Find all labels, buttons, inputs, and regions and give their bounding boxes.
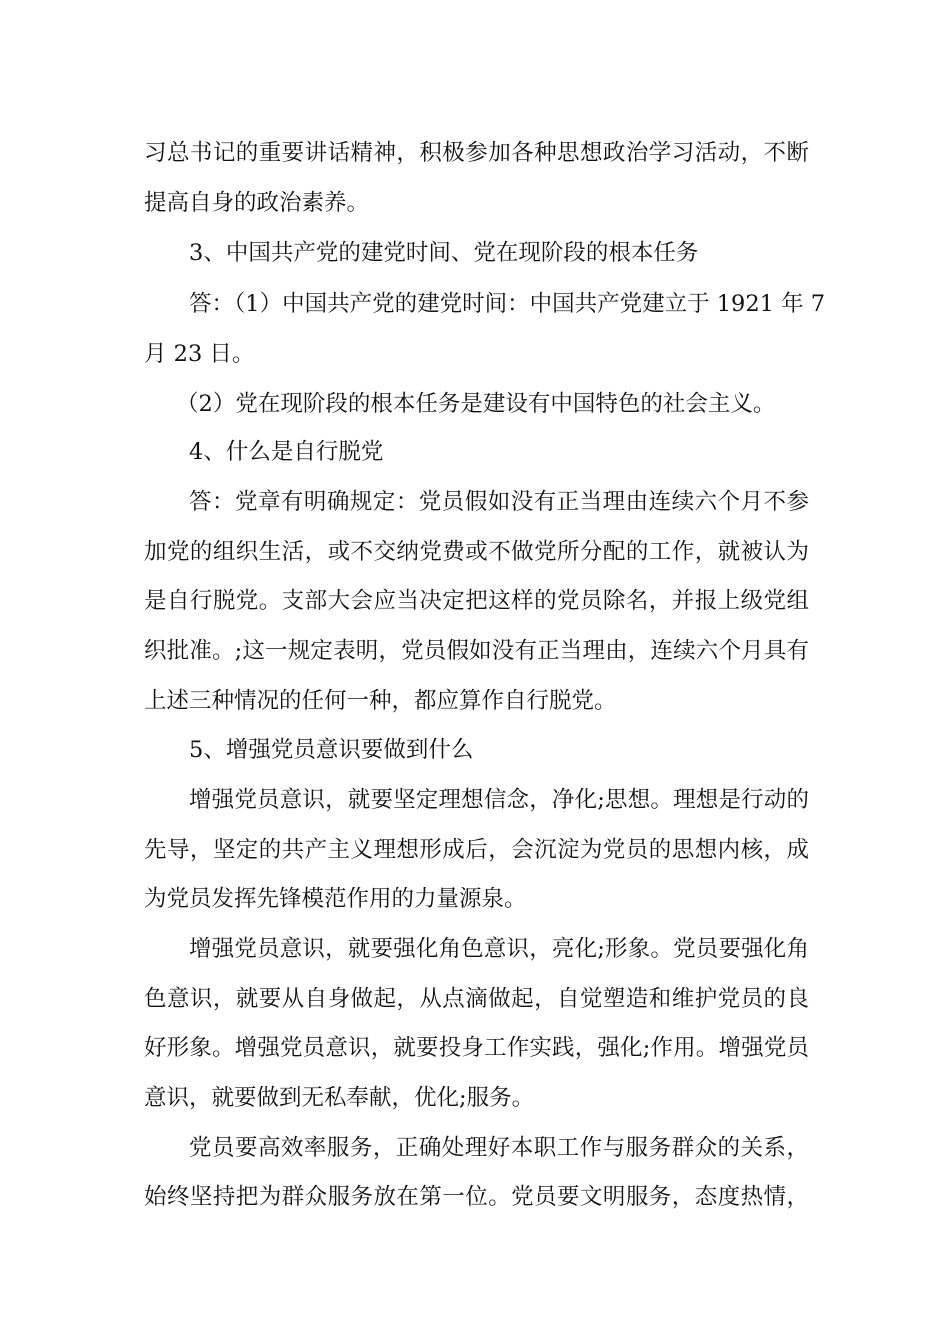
text-line: 增强党员意识，就要坚定理想信念，净化;思想。理想是行动的	[189, 787, 809, 813]
text-line: 色意识，就要从自身做起，从点滴做起，自觉塑造和维护党员的良	[144, 986, 809, 1012]
text-line: 习总书记的重要讲话精神，积极参加各种思想政治学习活动，不断	[144, 140, 809, 166]
text-line: 上述三种情况的任何一种，都应算作自行脱党。	[144, 688, 617, 714]
text-line: 党员要高效率服务，正确处理好本职工作与服务群众的关系，	[189, 1135, 809, 1161]
text-line: 是自行脱党。支部大会应当决定把这样的党员除名，并报上级党组	[144, 588, 809, 614]
text-line: 答：（1）中国共产党的建党时间：中国共产党建立于 1921 年 7	[189, 291, 826, 317]
text-line: 意识，就要做到无私奉献，优化;服务。	[144, 1085, 535, 1111]
question-heading: 4、什么是自行脱党	[189, 439, 384, 465]
text-line: 月 23 日。	[144, 341, 255, 367]
text-line: 织批准。;这一规定表明，党员假如没有正当理由，连续六个月具有	[144, 638, 809, 664]
text-line: 好形象。增强党员意识，就要投身工作实践，强化;作用。增强党员	[144, 1035, 809, 1061]
text-line: （2）党在现阶段的根本任务是建设有中国特色的社会主义。	[176, 391, 776, 417]
question-heading: 5、增强党员意识要做到什么	[189, 737, 474, 763]
text-line: 增强党员意识，就要强化角色意识，亮化;形象。党员要强化角	[189, 936, 809, 962]
text-line: 为党员发挥先锋模范作用的力量源泉。	[144, 886, 527, 912]
question-heading: 3、中国共产党的建党时间、党在现阶段的根本任务	[189, 240, 699, 266]
text-line: 加党的组织生活，或不交纳党费或不做党所分配的工作，就被认为	[144, 539, 809, 565]
text-line: 先导，坚定的共产主义理想形成后，会沉淀为党员的思想内核，成	[144, 837, 809, 863]
text-line: 始终坚持把为群众服务放在第一位。党员要文明服务，态度热情，	[144, 1184, 809, 1210]
text-line: 答：党章有明确规定：党员假如没有正当理由连续六个月不参	[189, 489, 809, 515]
text-line: 提高自身的政治素养。	[144, 190, 370, 216]
